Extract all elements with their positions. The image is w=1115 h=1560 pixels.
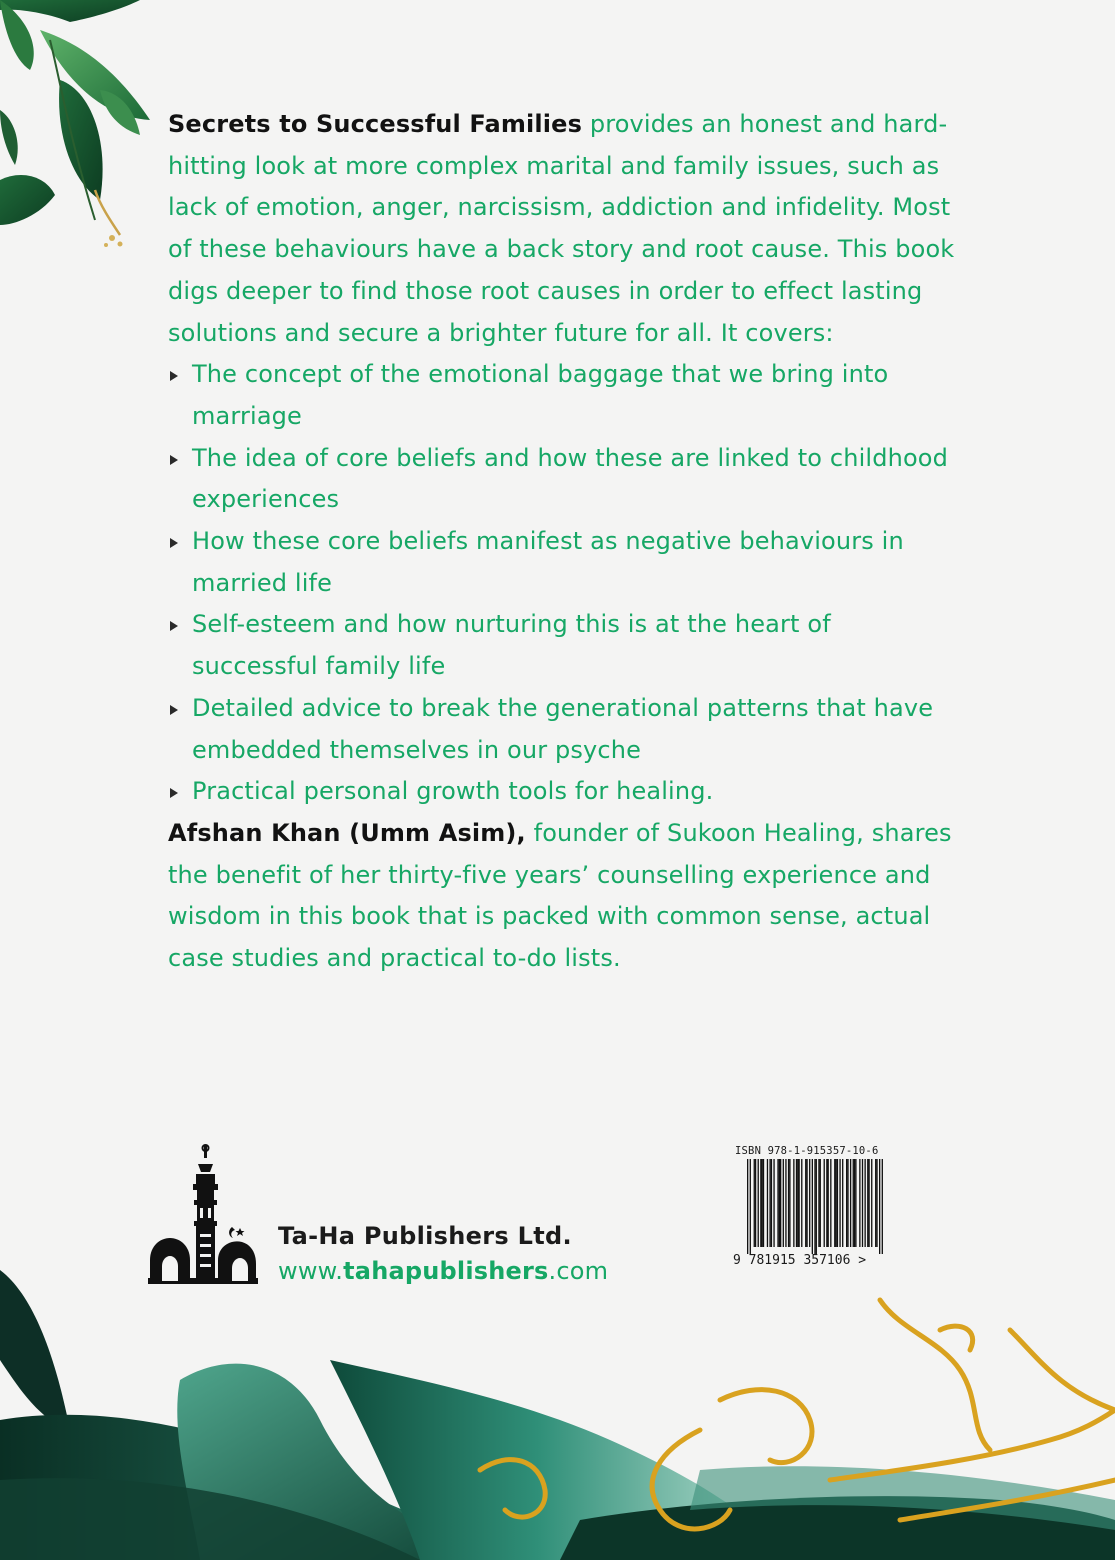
barcode-bar	[785, 1159, 786, 1247]
barcode-bar	[777, 1159, 778, 1247]
barcode-bar	[806, 1159, 807, 1247]
barcode-bar	[783, 1159, 784, 1247]
barcode-bar	[816, 1159, 817, 1254]
barcode-bar	[830, 1159, 831, 1247]
list-item-text: The concept of the emotional baggage that we bring into marriage	[192, 360, 889, 430]
barcode-bar	[828, 1159, 829, 1247]
list-item	[168, 688, 958, 771]
barcode-bar	[760, 1159, 761, 1247]
barcode-bar	[835, 1159, 836, 1247]
barcode-bar	[818, 1159, 819, 1247]
barcode-bar	[767, 1159, 768, 1247]
barcode-bar	[824, 1159, 825, 1247]
barcode-bar	[864, 1159, 865, 1247]
barcode-bar	[762, 1159, 763, 1247]
barcode-bar	[842, 1159, 843, 1247]
barcode-bar	[809, 1159, 810, 1247]
barcode-bar	[793, 1159, 794, 1247]
barcode-bar	[820, 1159, 821, 1247]
barcode-bar	[796, 1159, 797, 1247]
barcode-bar	[855, 1159, 856, 1247]
list-item	[168, 771, 958, 813]
barcode-bar	[754, 1159, 755, 1247]
barcode-bar	[805, 1159, 806, 1247]
barcode-bar	[839, 1159, 840, 1247]
author-paragraph	[168, 813, 958, 980]
intro-text: provides an honest and hard-hitting look at more complex marital and family issues, such as lack of emotion, anger, narcissism, addiction and infidelity. Most of these behaviours have a back story and root cause. This book digs deeper to find those root causes in order to effect lasting solutions and secure a brighter future for all. It covers:	[168, 110, 955, 347]
blurb-text-block	[168, 104, 958, 980]
list-item-text: How these core beliefs manifest as negative behaviours in married life	[192, 527, 904, 597]
list-item	[168, 604, 958, 687]
url-suffix: .com	[548, 1257, 609, 1285]
barcode-bar	[834, 1159, 835, 1247]
barcode-bar	[875, 1159, 876, 1247]
barcode-bar	[814, 1159, 815, 1254]
list-item-text: Detailed advice to break the generational patterns that have embedded themselves in our psyche	[192, 693, 934, 764]
barcode-bar	[758, 1159, 759, 1247]
list-item-text: Practical personal growth tools for healing.	[192, 777, 714, 806]
barcode-bar	[773, 1159, 774, 1247]
bullet-triangle-icon	[170, 538, 178, 548]
barcode-bars-icon	[733, 1159, 893, 1254]
url-domain: tahapublishers	[343, 1257, 549, 1285]
barcode-bar	[879, 1159, 880, 1254]
list-item	[168, 521, 958, 604]
barcode-bar	[789, 1159, 790, 1247]
barcode-bar	[850, 1159, 851, 1247]
barcode-bar	[750, 1159, 751, 1254]
barcode-bar	[769, 1159, 770, 1247]
barcode-bar	[780, 1159, 781, 1247]
barcode-bar	[747, 1159, 748, 1254]
bullet-triangle-icon	[170, 621, 178, 631]
barcode-bar	[882, 1159, 883, 1254]
url-prefix: www.	[278, 1257, 344, 1285]
barcode-bar	[876, 1159, 877, 1247]
barcode-bar	[788, 1159, 789, 1247]
barcode-bar	[862, 1159, 863, 1247]
barcode-bar	[797, 1159, 798, 1247]
barcode-bar	[763, 1159, 764, 1247]
barcode-bar	[853, 1159, 854, 1247]
barcode-bar	[812, 1159, 813, 1254]
barcode-bar	[771, 1159, 772, 1247]
barcode-bar	[846, 1159, 847, 1247]
author-name: Afshan Khan (Umm Asim),	[168, 818, 526, 847]
book-title: Secrets to Successful Families	[168, 110, 583, 138]
barcode-bar	[847, 1159, 848, 1247]
barcode-bar	[826, 1159, 827, 1247]
barcode-bar	[871, 1159, 872, 1247]
barcode-digits: 9 781915 357106 >	[733, 1253, 867, 1268]
barcode-bar	[859, 1159, 860, 1247]
covered-topics-list	[168, 354, 958, 813]
intro-paragraph	[168, 104, 958, 354]
publisher-website-link[interactable]	[278, 1257, 608, 1285]
barcode-bar	[868, 1159, 869, 1247]
isbn-label: ISBN 978-1-915357-10-6	[735, 1145, 879, 1157]
list-item-text: Self-esteem and how nurturing this is at the heart of successful family life	[192, 610, 831, 681]
barcode-bar	[801, 1159, 802, 1247]
barcode-bar	[755, 1159, 756, 1247]
barcode-bar	[837, 1159, 838, 1247]
bullet-triangle-icon	[170, 371, 178, 381]
list-item	[168, 438, 958, 521]
bullet-triangle-icon	[170, 705, 178, 715]
barcode-bar	[854, 1159, 855, 1247]
author-text: founder of Sukoon Healing, shares the benefit of her thirty-five years’ counselling experience and wisdom in this book that is packed with common sense, actual case studies and practical to-do lists.	[168, 818, 952, 973]
barcode-bar	[867, 1159, 868, 1247]
publisher-name: Ta-Ha Publishers Ltd.	[278, 1222, 572, 1250]
bullet-triangle-icon	[170, 455, 178, 465]
barcode-bar	[798, 1159, 799, 1247]
isbn-barcode	[733, 1145, 898, 1275]
publisher-block	[148, 1142, 628, 1292]
list-item-text: The idea of core beliefs and how these are linked to childhood experiences	[192, 443, 949, 514]
barcode-bar	[779, 1159, 780, 1247]
list-item	[168, 354, 958, 437]
bullet-triangle-icon	[170, 788, 178, 798]
mosque-minaret-logo-icon	[148, 1142, 258, 1287]
